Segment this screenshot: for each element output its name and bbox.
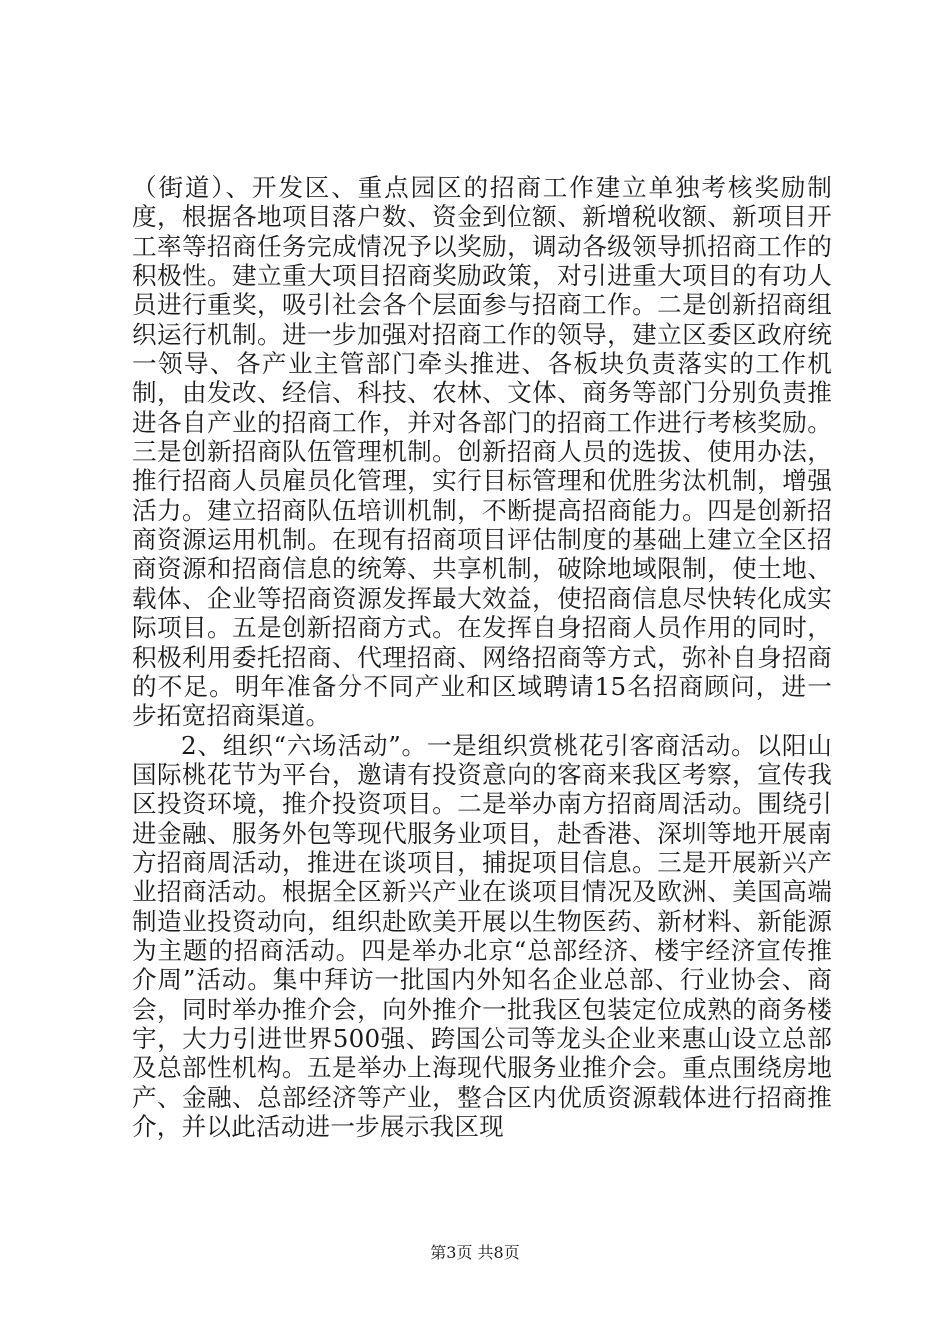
page-footer: 第3页 共8页 bbox=[430, 1243, 520, 1262]
paragraph-six-activities: 2、组织“六场活动”。一是组织赏桃花引客商活动。以阳山国际桃花节为平台，邀请有投资意向的客商来我区考察，宣传我区投资环境，推介投资项目。二是举办南方招商周活动。围绕引进金融、服务外包等现代服务业项目，赴香港、深圳等地开展南方招商周活动，推进在谈项目，捕捉项目信息。三是开展新兴产业招商活动。根据全区新兴产业在谈项目情况及欧洲、美国高端制造业投资动向，组织赴欧美开展以生物医药、新材料、新能源为主题的招商活动。四是举办北京“总部经济、楼宇经济宣传推介周”活动。集中拜访一批国内外知名企业总部、行业协会、商会，同时举办推介会，向外推介一批我区包装定位成熟的商务楼宇，大力引进世界500强、跨国公司等龙头企业来惠山设立总部及总部性机构。五是举办上海现代服务业推介会。重点围绕房地产、金融、总部经济等产业，整合区内优质资源载体进行招商推介，并以此活动进一步展示我区现 bbox=[132, 730, 832, 1141]
paragraph-continuation: （街道）、开发区、重点园区的招商工作建立单独考核奖励制度，根据各地项目落户数、资金到位额、新增税收额、新项目开工率等招商任务完成情况予以奖励，调动各级领导抓招商工作的积极性。建立重大项目招商奖励政策，对引进重大项目的有功人员进行重奖，吸引社会各个层面参与招商工作。二是创新招商组织运行机制。进一步加强对招商工作的领导，建立区委区政府统一领导、各产业主管部门牵头推进、各板块负责落实的工作机制，由发改、经信、科技、农林、文体、商务等部门分别负责推进各自产业的招商工作，并对各部门的招商工作进行考核奖励。三是创新招商队伍管理机制。创新招商人员的选拔、使用办法，推行招商人员雇员化管理，实行目标管理和优胜劣汰机制，增强活力。建立招商队伍培训机制，不断提高招商能力。四是创新招商资源运用机制。在现有招商项目评估制度的基础上建立全区招商资源和招商信息的统筹、共享机制，破除地域限制，使土地、载体、企业等招商资源发挥最大效益，使招商信息尽快转化成实际项目。五是创新招商方式。在发挥自身招商人员作用的同时，积极利用委托招商、代理招商、网络招商等方式，弥补自身招商的不足。明年准备分不同产业和区域聘请15名招商顾问，进一步拓宽招商渠道。 bbox=[132, 173, 832, 731]
document-body bbox=[132, 173, 832, 1141]
